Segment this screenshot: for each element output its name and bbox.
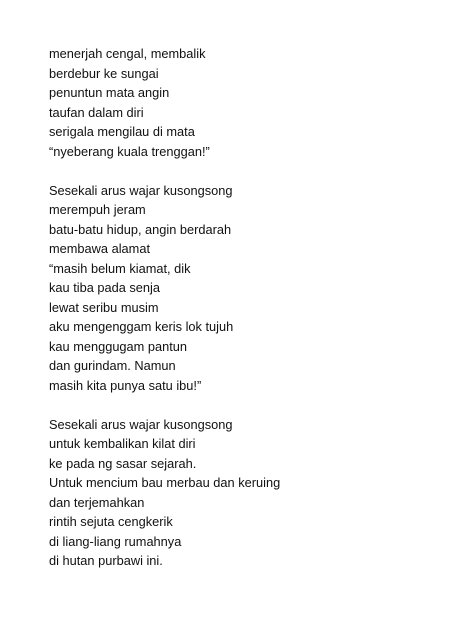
poem-line: Untuk mencium bau merbau dan keruing	[49, 475, 281, 490]
poem-line: Sesekali arus wajar kusongsong	[49, 182, 233, 198]
poem-line: Sesekali arus wajar kusongsong	[49, 416, 233, 432]
poem-line: di hutan purbawi ini.	[49, 553, 163, 568]
poem-line: berdebur ke sungai	[49, 65, 159, 81]
poem-line: di liang-liang rumahnya	[49, 533, 182, 549]
poem-line: lewat seribu musim	[49, 299, 159, 315]
poem-line: merempuh jeram	[49, 202, 146, 217]
poem-line: rintih sejuta cengkerik	[49, 514, 173, 529]
poem-line: untuk kembalikan kilat diri	[49, 436, 196, 451]
poem-line: aku mengenggam keris lok tujuh	[49, 319, 234, 334]
poem-line: batu-batu hidup, angin berdarah	[49, 221, 232, 237]
poem-line: ke pada ng sasar sejarah.	[49, 455, 197, 471]
poem-line: membawa alamat	[49, 241, 150, 256]
stanza-2	[49, 181, 449, 396]
poem-line: dan terjemahkan	[49, 494, 145, 510]
poem-line: taufan dalam diri	[49, 104, 144, 120]
poem-line: dan gurindam. Namun	[49, 358, 176, 373]
poem-line: “nyeberang kuala trenggan!”	[49, 143, 210, 159]
poem-line: penuntun mata angin	[49, 85, 170, 100]
poem-line: menerjah cengal, membalik	[49, 46, 206, 61]
stanza-3	[49, 415, 449, 571]
poem-line: “masih belum kiamat, dik	[49, 260, 191, 276]
stanza-1	[49, 44, 449, 161]
poem-line: masih kita punya satu ibu!”	[49, 377, 202, 393]
poem-body	[49, 44, 449, 590]
poem-line: kau tiba pada senja	[49, 280, 160, 295]
poem-line: serigala mengilau di mata	[49, 124, 195, 139]
poem-line: kau menggugam pantun	[49, 338, 188, 354]
